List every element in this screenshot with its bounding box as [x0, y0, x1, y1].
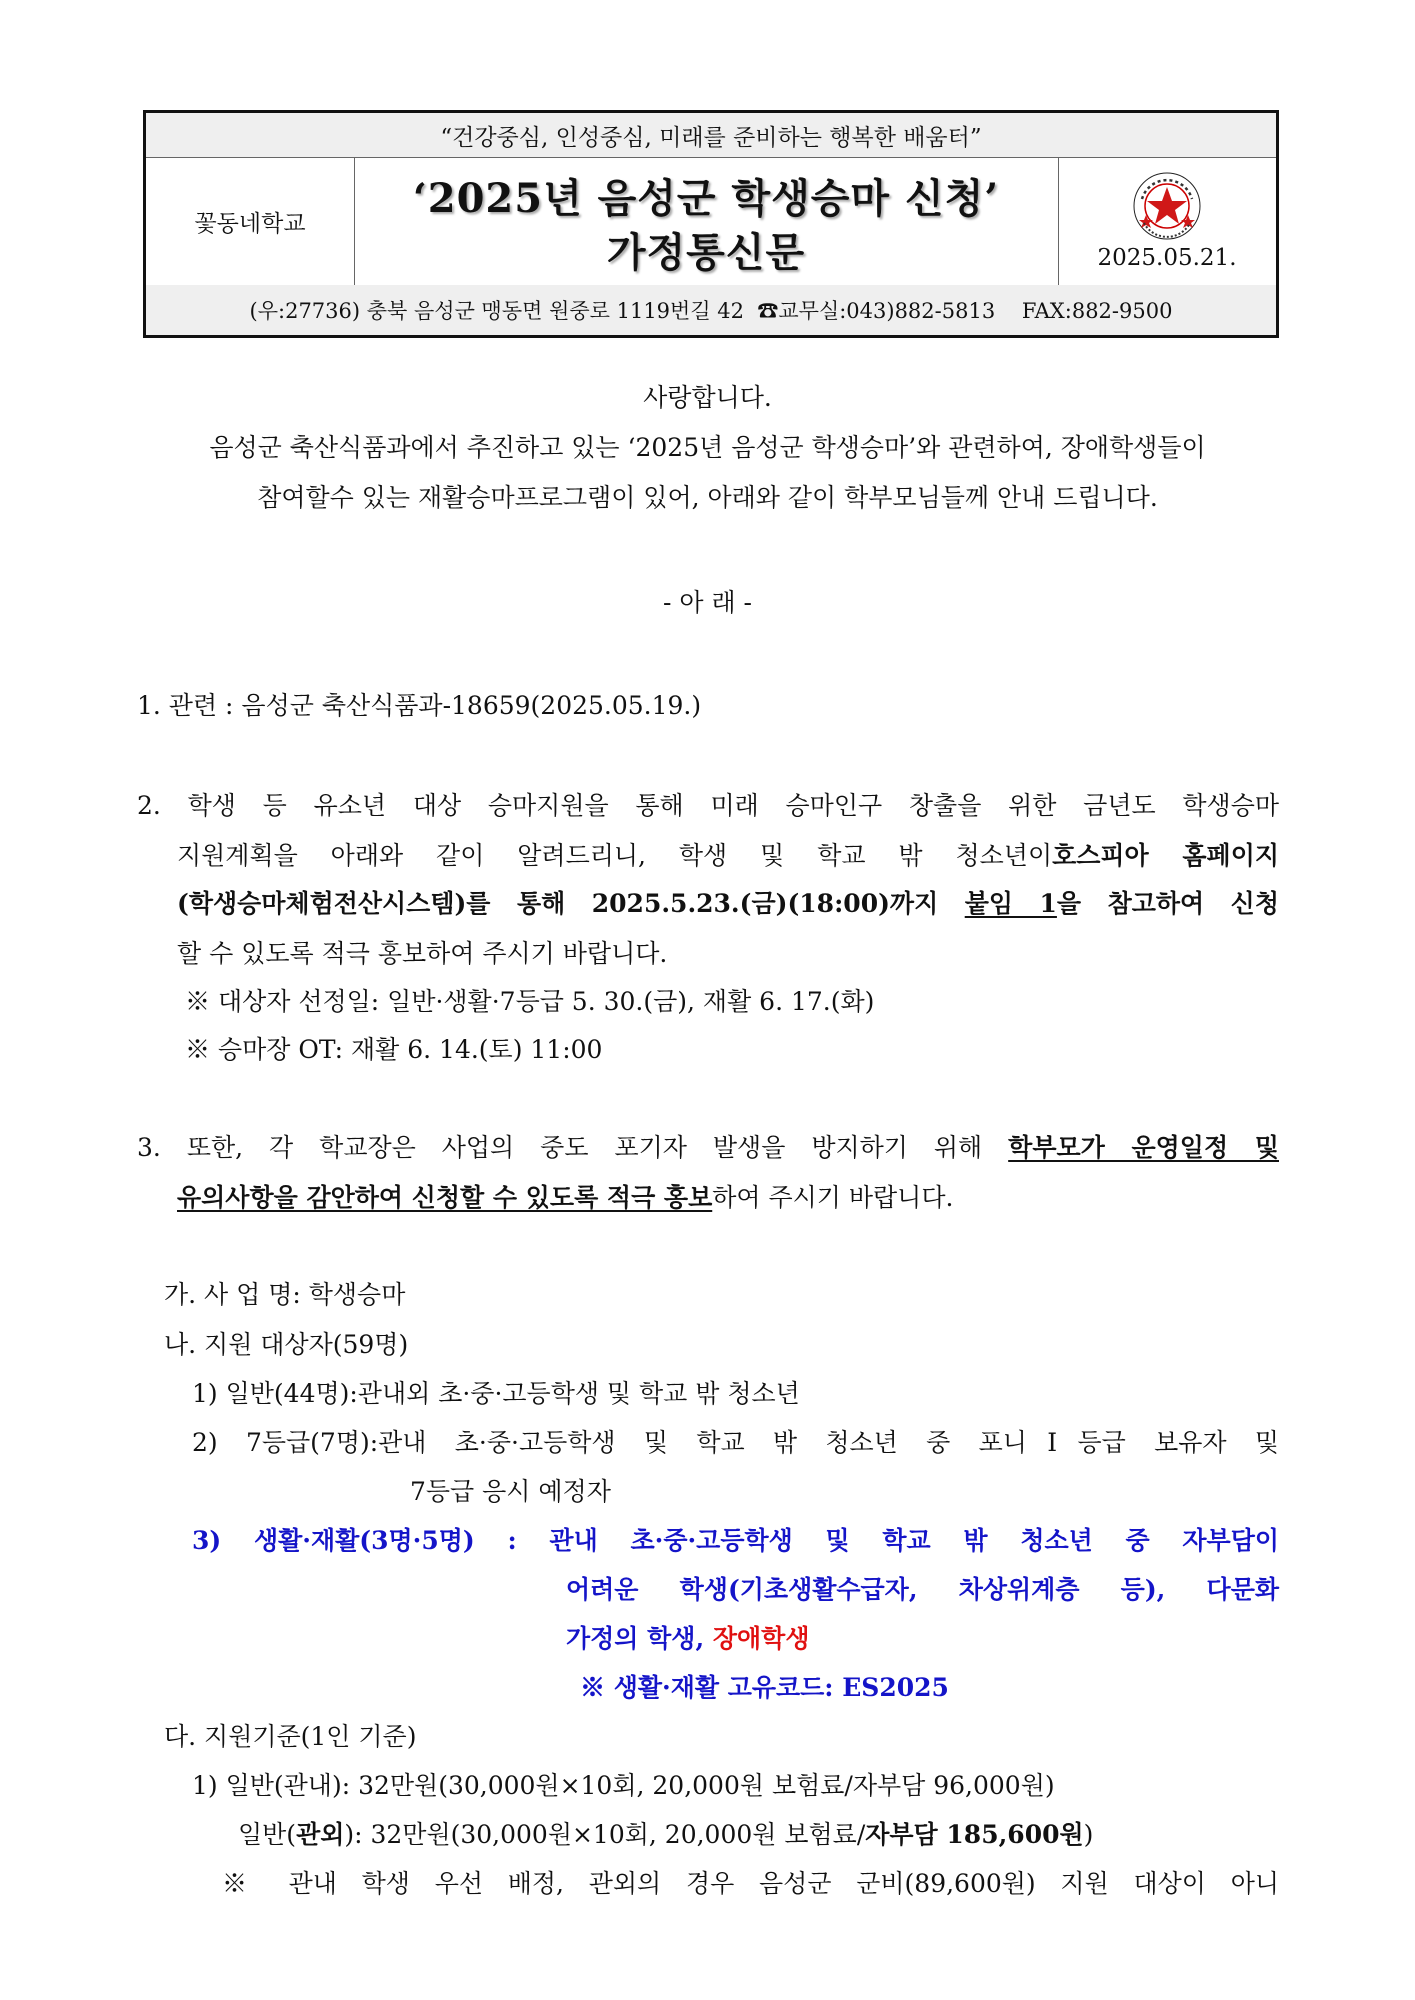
target-general: 1) 일반(44명):관내외 초·중·고등학생 및 학교 밖 청소년 — [192, 1379, 800, 1408]
orientation-note: ※ 승마장 OT: 재활 6. 14.(토) 11:00 — [185, 1035, 603, 1064]
item-2-text: 지원계획을 아래와 같이 알려드리니, 학생 및 학교 밖 청소년이 — [177, 841, 1053, 870]
document-title — [354, 157, 1059, 285]
logo-date-cell — [1058, 157, 1276, 285]
item-2-line-3 — [177, 884, 1279, 920]
selection-date-note: ※ 대상자 선정일: 일반·생활·7등급 5. 30.(금), 재활 6. 17.(화) — [185, 987, 875, 1016]
intro-line-1: 음성군 축산식품과에서 추진하고 있는 ‘2025년 음성군 학생승마’와 관련하여, 장애학생들이 — [209, 433, 1206, 462]
criteria-general-outside — [238, 1815, 1093, 1851]
item-3-text: 3. 또한, 각 학교장은 사업의 중도 포기자 발생을 방지하기 위해 — [137, 1133, 1009, 1162]
item-2-line-1: 2. 학생 등 유소년 대상 승마지원을 통해 미래 승마인구 창출을 위한 금년도 학생승마 — [137, 791, 1279, 820]
target-life-rehab-line-1: 3) 생활·재활(3명·5명) : 관내 초·중·고등학생 및 학교 밖 청소년 중 자부담이 — [192, 1526, 1279, 1555]
criteria-text-a: 일반( — [238, 1820, 297, 1849]
section-na-targets: 나. 지원 대상자(59명) — [164, 1330, 409, 1359]
letterhead — [143, 110, 1279, 338]
target-life-rehab-line-2: 어려운 학생(기초생활수급자, 차상위계층 등), 다문화 — [566, 1575, 1279, 1604]
school-name: 꽃동네학교 — [146, 157, 355, 285]
criteria-text-b: ): 32만원(30,000원×10회, 20,000원 보험료/ — [344, 1820, 866, 1849]
outside-label: 관외 — [296, 1820, 345, 1849]
school-emblem-icon — [1132, 171, 1202, 241]
notice-heading: - 아 래 - — [662, 588, 753, 617]
letterhead-title-row — [146, 157, 1276, 286]
outside-copay: 자부담 185,600원 — [865, 1820, 1084, 1849]
target-grade7-line-1: 2) 7등급(7명):관내 초·중·고등학생 및 학교 밖 청소년 중 포니Ⅰ등급 보유자 및 — [192, 1428, 1279, 1457]
target-grade7-line-2: 7등급 응시 예정자 — [410, 1477, 611, 1506]
title-line-2: 가정통신문 — [606, 229, 806, 276]
attachment-ref: 붙임 1 — [964, 889, 1057, 918]
section-ga-project-name: 가. 사 업 명: 학생승마 — [164, 1280, 406, 1309]
intro-line-2: 참여할수 있는 재활승마프로그램이 있어, 아래와 같이 학부모님들께 안내 드립니다. — [257, 483, 1158, 512]
apply-text: 을 참고하여 신청 — [1056, 889, 1279, 918]
disabled-students-text: 장애학생 — [712, 1624, 810, 1653]
item-3-emphasis-2: 유의사항을 감안하여 신청할 수 있도록 적극 홍보 — [177, 1183, 713, 1212]
school-address: (우:27736) 충북 음성군 맹동면 원중로 1119번길 42 ☎교무실:043)882-5813 FAX:882-9500 — [146, 285, 1276, 335]
deadline-text: (학생승마체험전산시스템)를 통해 2025.5.23.(금)(18:00)까지 — [177, 889, 965, 918]
unique-code-note: ※ 생활·재활 고유코드: ES2025 — [580, 1673, 949, 1702]
item-3-ending: 하여 주시기 바랍니다. — [712, 1183, 954, 1212]
item-2-line-2 — [177, 836, 1279, 872]
item-3-line-2 — [177, 1178, 953, 1214]
item-3-emphasis-1: 학부모가 운영일정 및 — [1008, 1133, 1279, 1162]
title-line-1: ‘2025년 음성군 학생승마 신청’ — [412, 175, 1000, 222]
greeting: 사랑합니다. — [643, 383, 772, 412]
section-da-criteria: 다. 지원기준(1인 기준) — [164, 1722, 417, 1751]
hospia-homepage-text: 호스피아 홈페이지 — [1052, 841, 1279, 870]
school-motto: “건강중심, 인성중심, 미래를 준비하는 행복한 배움터” — [146, 113, 1276, 158]
priority-note: ※ 관내 학생 우선 배정, 관외의 경우 음성군 군비(89,600원) 지원 대상이 아니 — [222, 1869, 1279, 1898]
item-1-reference: 1. 관련 : 음성군 축산식품과-18659(2025.05.19.) — [137, 691, 702, 720]
item-2-line-4: 할 수 있도록 적극 홍보하여 주시기 바랍니다. — [177, 939, 668, 968]
multicultural-text: 가정의 학생, — [566, 1624, 713, 1653]
target-life-rehab-line-3 — [566, 1619, 809, 1655]
issue-date: 2025.05.21. — [1097, 245, 1237, 271]
criteria-text-c: ) — [1083, 1820, 1094, 1849]
criteria-general-local: 1) 일반(관내): 32만원(30,000원×10회, 20,000원 보험료/자부담 96,000원) — [192, 1771, 1055, 1800]
item-3-line-1 — [137, 1128, 1279, 1164]
